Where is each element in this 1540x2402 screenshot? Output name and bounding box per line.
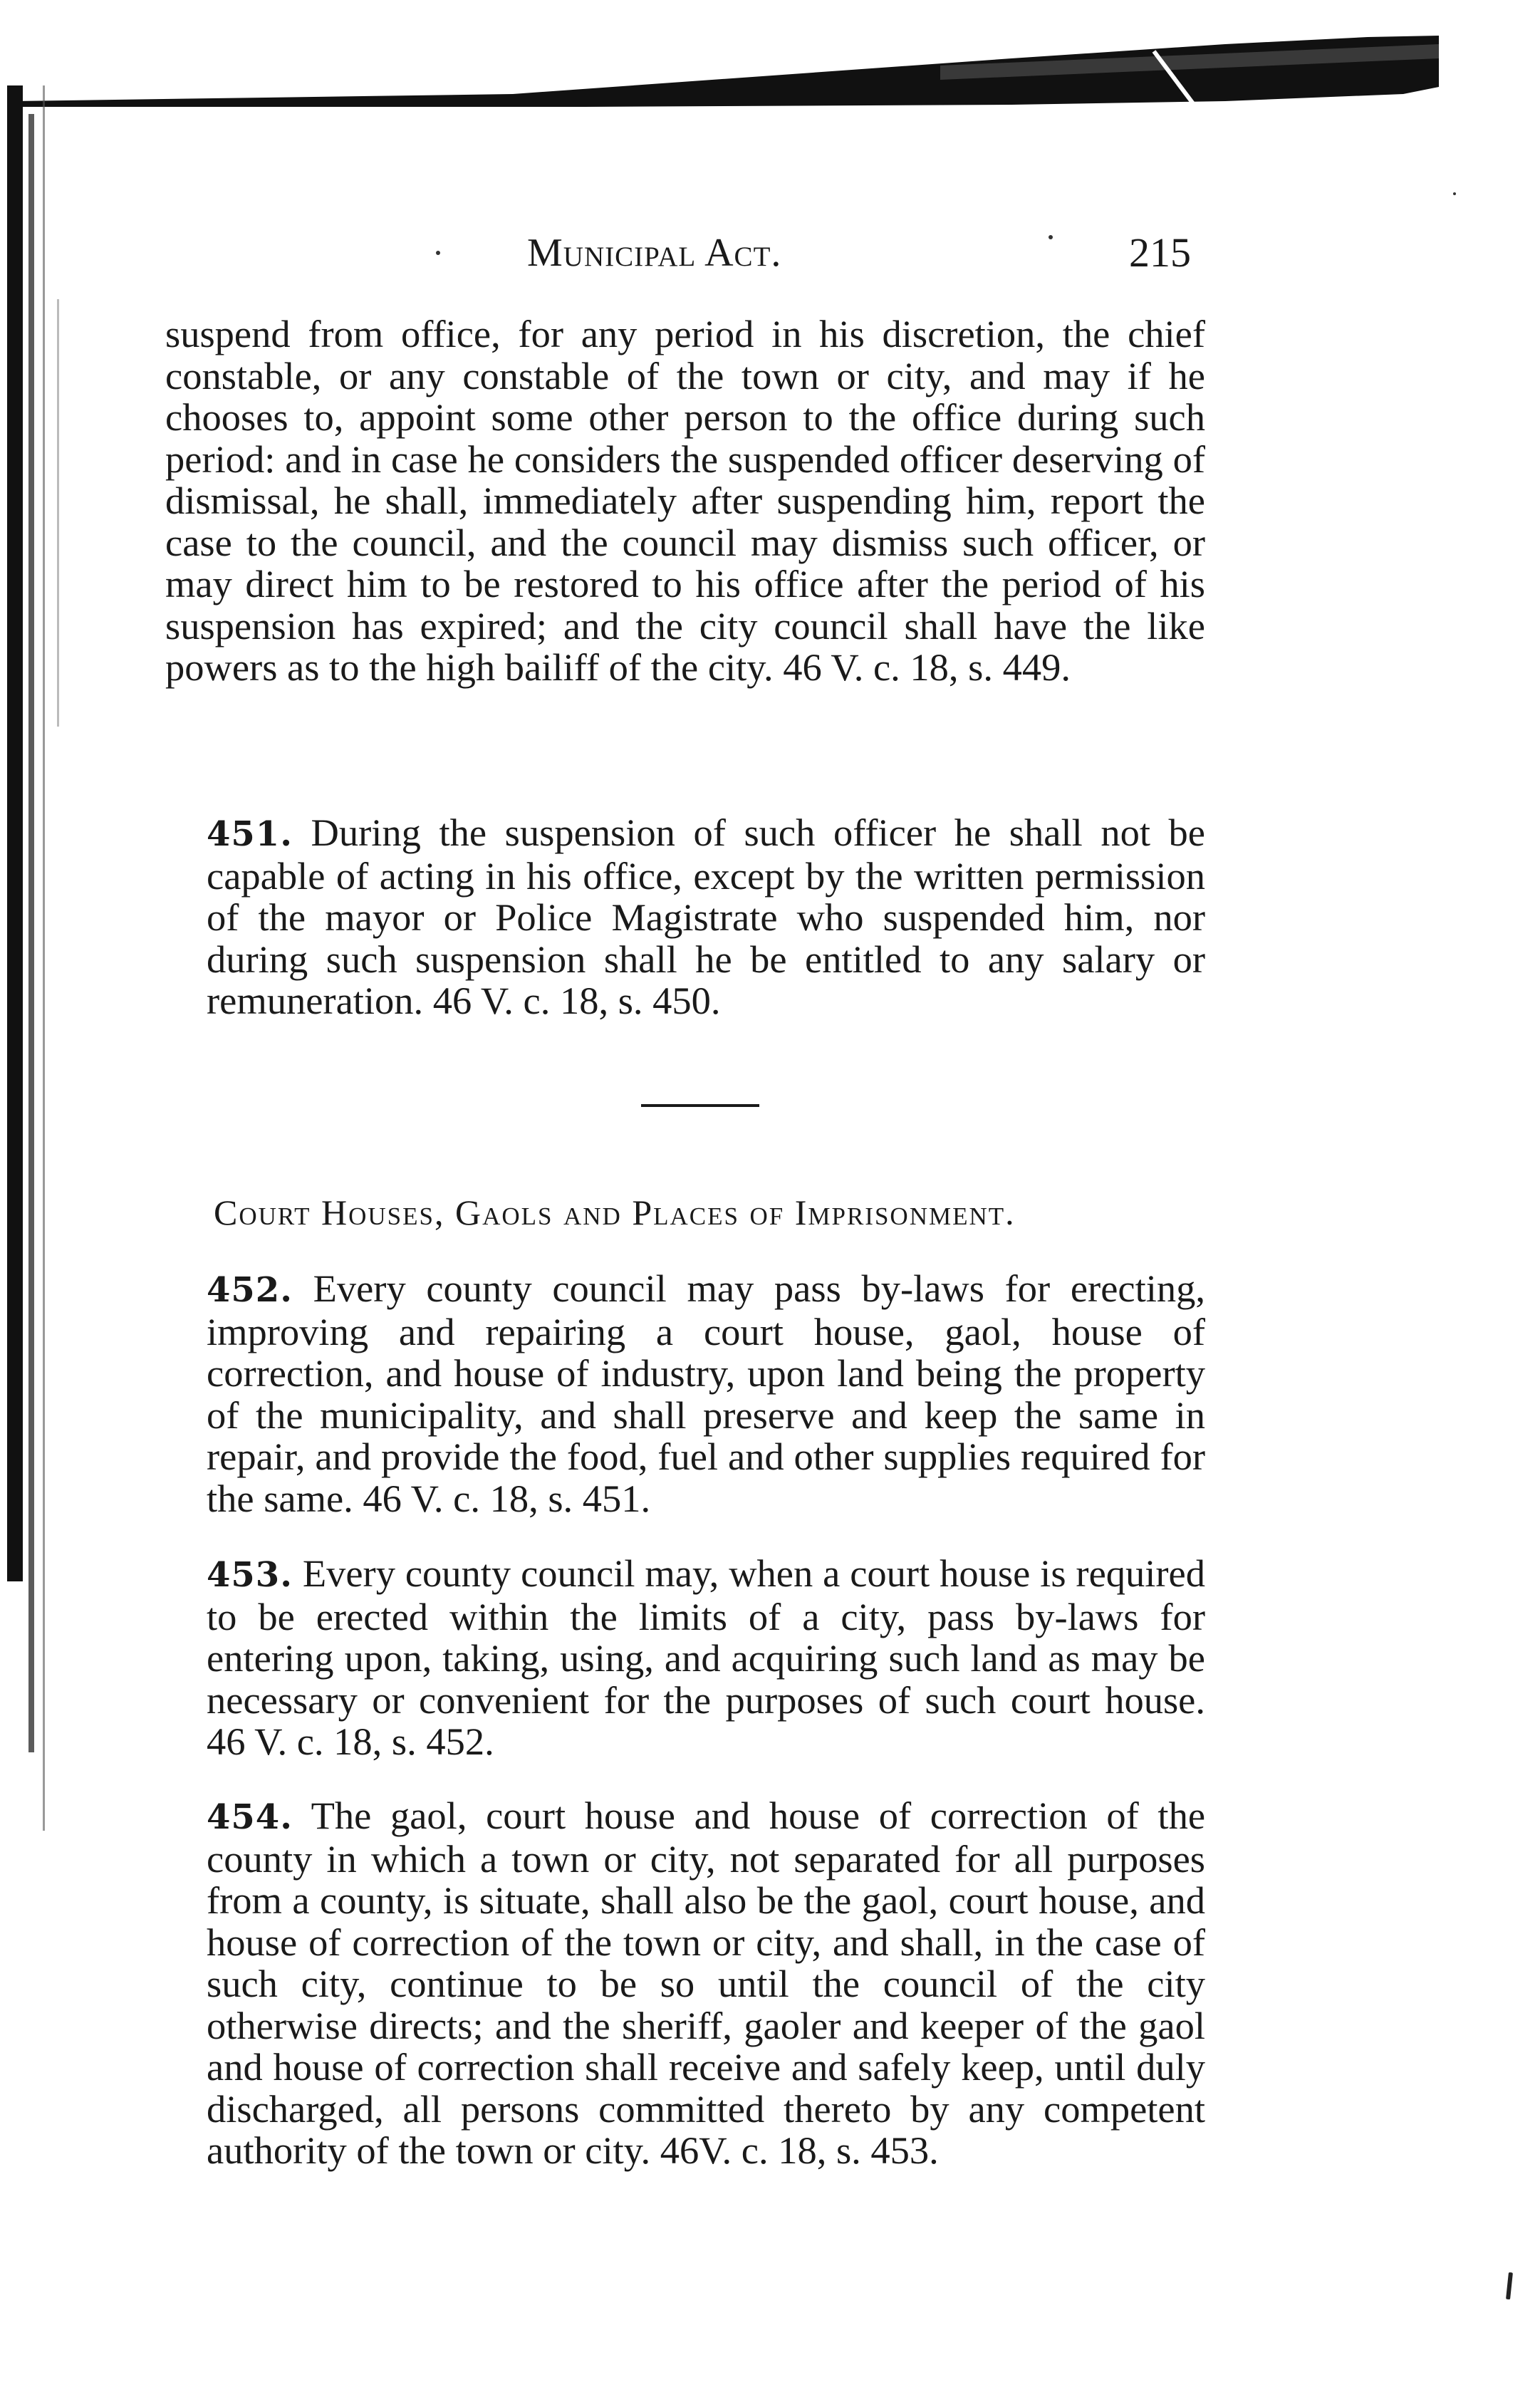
header-dot bbox=[436, 251, 440, 255]
scan-dot bbox=[1453, 192, 1456, 195]
section-text: The gaol, court house and house of correction of the county in which a town or city, not separated for all purposes from a county, is situate, shall also be the gaol, court house, and house of correction of the town or city, and shall, in the case of such city, continue to be so until the council of the city otherwise directs; and the sheriff, gaoler and keeper of the gaol and house of correction shall receive and safely keep, until duly discharged, all persons committed thereto by any competent authority of the town or city. 46V. c. 18, s. 453. bbox=[207, 1794, 1206, 2172]
section-text: Every county council may, when a court house is required to be erected within the limits of a city, pass by-laws for entering upon, taking, using, and acquiring such land as may be necessary or convenient for the purposes of such court house. 46 V. c. 18, s. 452. bbox=[207, 1551, 1205, 1763]
section-heading: Court Houses, Gaols and Places of Imprisonment. bbox=[214, 1192, 1016, 1232]
section-text: Every county council may pass by-laws for erecting, improving and repairing a court house, gaol, house of correction, and house of industry, upon land being the property of the municipality, and shall preserve and keep the same in repair, and provide the food, fuel and other supplies required for the same. 46 V. c. 18, s. 451. bbox=[207, 1267, 1205, 1520]
paragraph-text: suspend from office, for any period in his discretion, the chief constable, or any constable of the town or city, and may if he chooses to, appoint some other person to the office during such period: and in case he considers the suspended officer deserving of dismissal, he shall, immediately after suspending him, report the case to the council, and the council may dismiss such officer, or may direct him to be restored to his office after the period of his suspension has expired; and the city council shall have the like powers as to the high bailiff of the city. 46 V. c. 18, s. 449. bbox=[165, 312, 1205, 689]
section-453 bbox=[165, 1553, 1205, 1763]
section-number: 452. bbox=[207, 1270, 293, 1310]
section-452 bbox=[165, 1268, 1205, 1519]
scan-edge-left bbox=[0, 85, 100, 1866]
scan-edge-top bbox=[14, 16, 1439, 115]
section-number: 453. bbox=[207, 1555, 293, 1595]
page-number: 215 bbox=[1129, 229, 1191, 276]
section-text: During the suspension of such officer he shall not be capable of acting in his office, except by the written permission of the mayor or Police Magistrate who suspended him, nor during such suspension shall he be entitled to any salary or remuneration. 46 V. c. 18, s. 450. bbox=[207, 811, 1205, 1022]
section-number: 451. bbox=[207, 814, 293, 854]
running-title: Municipal Act. bbox=[527, 231, 782, 275]
scan-stray-mark bbox=[1506, 2272, 1513, 2299]
section-451 bbox=[165, 812, 1205, 1022]
section-number: 454. bbox=[207, 1797, 293, 1837]
continued-paragraph bbox=[165, 313, 1205, 689]
scan-dot bbox=[1049, 235, 1053, 239]
section-divider bbox=[641, 1104, 759, 1107]
section-454 bbox=[165, 1795, 1205, 2172]
